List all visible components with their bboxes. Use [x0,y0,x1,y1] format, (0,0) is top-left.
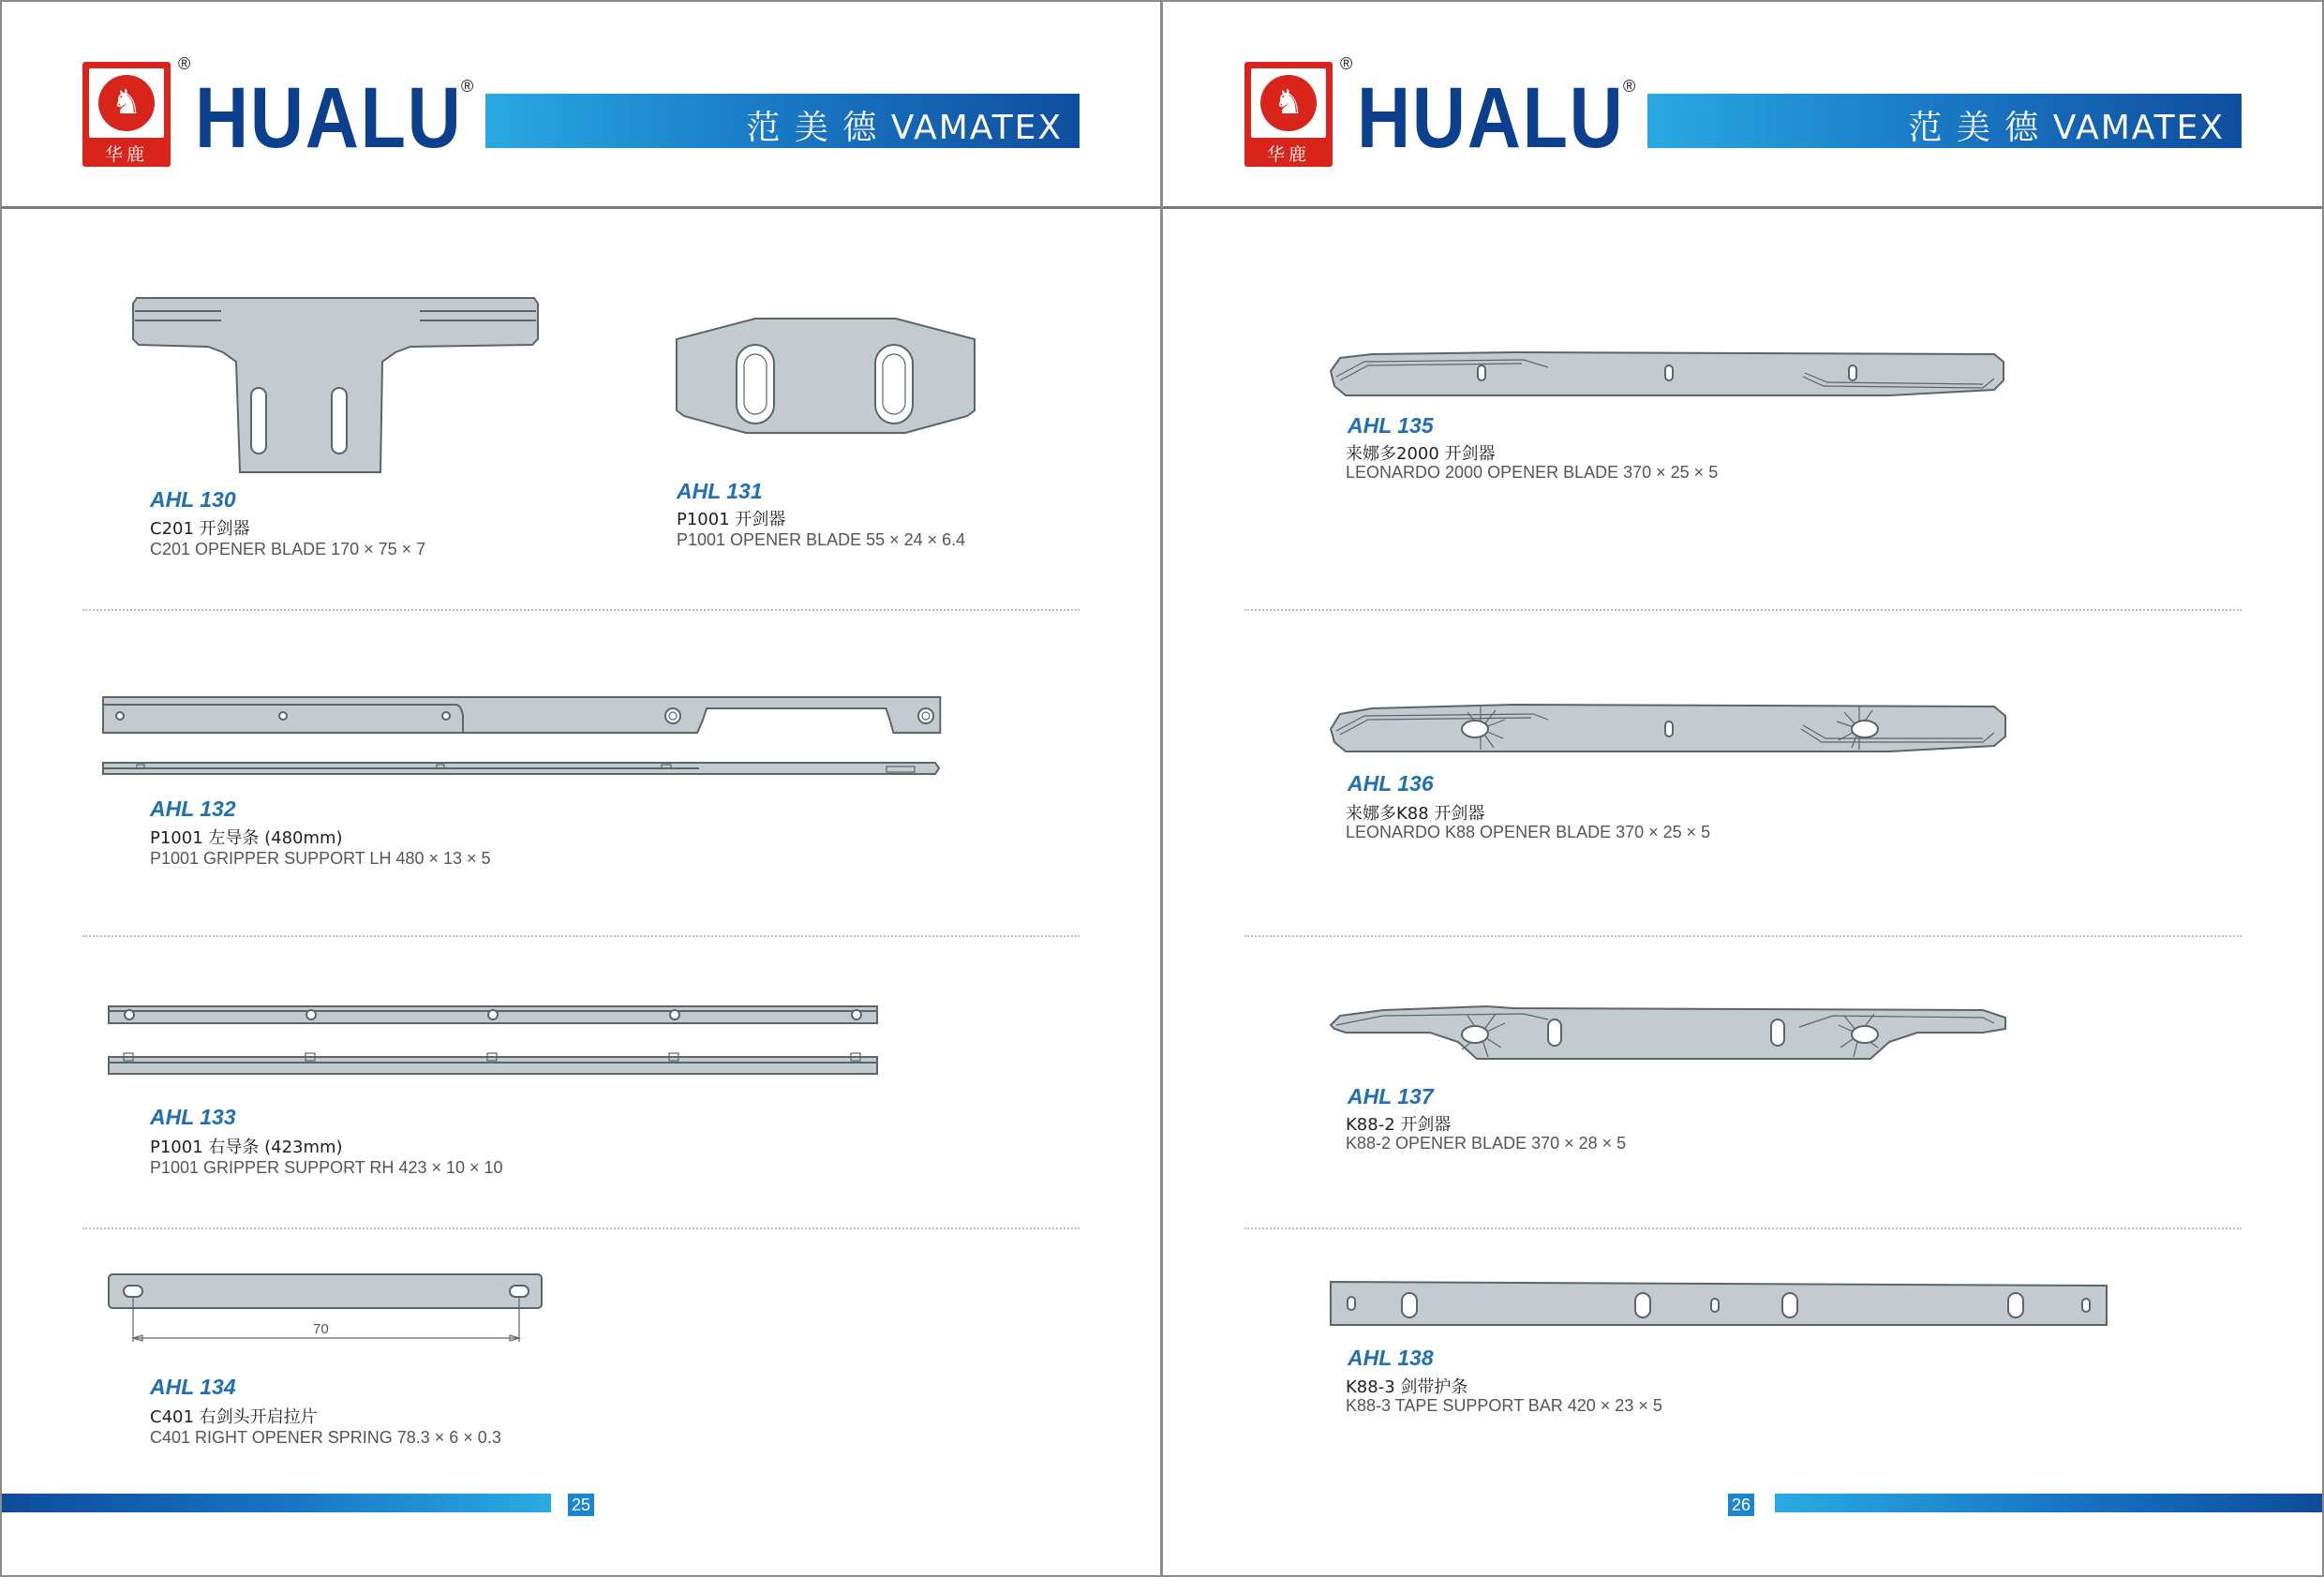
part-drawing-ahl135 [1327,349,2011,405]
product-name-cn: P1001 右导条 (423mm) [150,1138,343,1157]
product-name-cn: C401 右剑头开启拉片 [150,1407,318,1427]
section-divider [82,935,1080,937]
product-code: AHL 137 [1348,1084,1434,1108]
part-drawing-ahl136 [1327,701,2011,757]
part-drawing-ahl130 [129,290,542,478]
footer-bar [1775,1494,2324,1512]
product-name-en: LEONARDO K88 OPENER BLADE 370 × 25 × 5 [1346,823,1711,841]
product-name-en: P1001 GRIPPER SUPPORT LH 480 × 13 × 5 [150,849,491,868]
product-name-cn: P1001 左导条 (480mm) [150,828,343,848]
part-drawing-ahl137 [1327,1001,2011,1064]
brand-name: HUALU [1357,70,1625,166]
part-drawing-ahl134 [105,1271,555,1346]
footer-bar [0,1494,551,1512]
page-frame [0,0,2,1577]
product-code: AHL 138 [1348,1346,1434,1370]
registered-mark: ® [178,54,191,73]
product-name-en: C401 RIGHT OPENER SPRING 78.3 × 6 × 0.3 [150,1428,501,1447]
page-number: 26 [1728,1494,1754,1516]
hualu-logo-icon: ♞ 华鹿 [1244,62,1333,167]
part-drawing-ahl133 [105,1003,883,1078]
registered-mark: ® [1340,54,1353,73]
hualu-logo-icon: ♞ 华鹿 [82,62,171,167]
section-title: 范 美 德 VAMATEX [746,109,1063,147]
title-bar [485,94,1080,148]
section-divider [1244,1227,2242,1229]
part-drawing-ahl138 [1327,1278,2114,1331]
product-name-cn: K88-2 开剑器 [1346,1115,1452,1135]
part-drawing-ahl131 [671,315,980,437]
brand-name: HUALU [195,70,463,166]
section-divider [1244,935,2242,937]
product-code: AHL 131 [677,479,763,503]
footer-bar [1162,1494,1728,1512]
product-name-cn: 来娜多2000 开剑器 [1346,444,1496,464]
product-code: AHL 130 [150,487,236,512]
product-name-en: P1001 GRIPPER SUPPORT RH 423 × 10 × 10 [150,1158,503,1177]
page-right [1162,0,2324,1577]
header-divider [0,206,1162,209]
section-divider [82,1227,1080,1229]
product-code: AHL 135 [1348,413,1434,438]
product-name-en: K88-2 OPENER BLADE 370 × 28 × 5 [1346,1134,1627,1153]
product-name-en: K88-3 TAPE SUPPORT BAR 420 × 23 × 5 [1346,1396,1662,1415]
part-drawing-ahl132 [99,693,943,778]
page-number: 25 [568,1494,594,1516]
registered-mark: ® [1623,77,1636,96]
product-name-cn: K88-3 剑带护条 [1346,1377,1468,1397]
product-code: AHL 133 [150,1105,236,1129]
page-frame [0,0,2324,2]
page-gutter [1160,0,1163,1577]
product-name-cn: P1001 开剑器 [677,510,786,529]
section-title: 范 美 德 VAMATEX [1908,109,2225,147]
product-name-en: LEONARDO 2000 OPENER BLADE 370 × 25 × 5 [1346,463,1719,482]
product-code: AHL 136 [1348,771,1434,796]
title-bar [1647,94,2242,148]
product-code: AHL 132 [150,796,236,821]
section-divider [1244,609,2242,611]
registered-mark: ® [461,77,474,96]
product-name-cn: 来娜多K88 开剑器 [1346,804,1485,824]
header-divider [1162,206,2324,209]
section-divider [82,609,1080,611]
dimension-label: 70 [313,1321,329,1337]
product-name-en: C201 OPENER BLADE 170 × 75 × 7 [150,540,426,558]
product-code: AHL 134 [150,1375,236,1399]
product-name-en: P1001 OPENER BLADE 55 × 24 × 6.4 [677,530,966,549]
product-name-cn: C201 开剑器 [150,519,250,539]
